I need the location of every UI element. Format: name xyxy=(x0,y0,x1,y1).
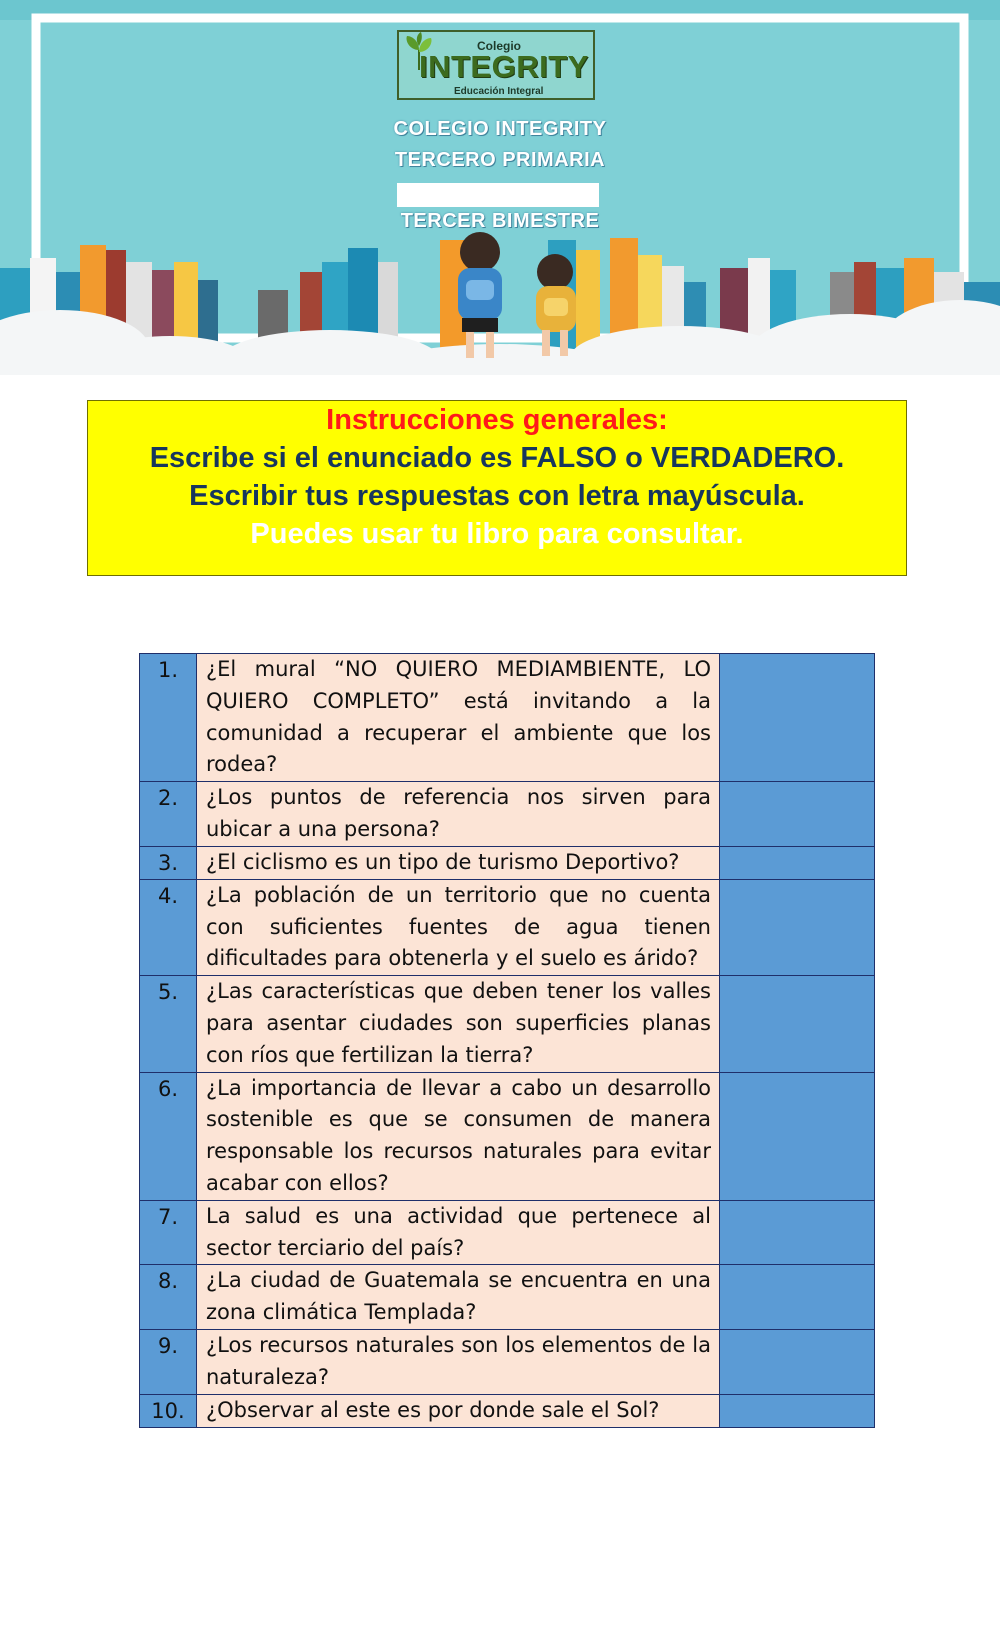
instructions-line-2: Escribir tus respuestas con letra mayúscula. xyxy=(189,480,805,512)
question-text: ¿El mural “NO QUIERO MEDIAMBIENTE, LO QUIERO COMPLETO” está invitando a la comunidad a recuperar el ambiente que los rodea? xyxy=(197,654,720,782)
question-text: ¿Los recursos naturales son los elementos de la naturaleza? xyxy=(197,1329,720,1394)
instructions-box xyxy=(87,400,907,576)
question-number: 8. xyxy=(140,1265,197,1330)
question-text: ¿Observar al este es por donde sale el Sol? xyxy=(197,1394,720,1427)
grade-label: TERCERO PRIMARIA xyxy=(394,149,606,171)
question-row xyxy=(140,879,875,975)
question-row xyxy=(140,976,875,1072)
school-name: COLEGIO INTEGRITY xyxy=(393,118,607,140)
question-row xyxy=(140,1394,875,1427)
question-row xyxy=(140,1072,875,1200)
question-number: 1. xyxy=(140,654,197,782)
question-number: 6. xyxy=(140,1072,197,1200)
question-text: ¿El ciclismo es un tipo de turismo Deportivo? xyxy=(197,846,720,879)
blank-name-bar xyxy=(397,183,599,207)
question-row xyxy=(140,1329,875,1394)
question-number: 3. xyxy=(140,846,197,879)
question-number: 2. xyxy=(140,782,197,847)
question-row xyxy=(140,1265,875,1330)
term-label: TERCER BIMESTRE xyxy=(400,210,600,232)
answer-cell[interactable] xyxy=(720,1394,875,1427)
question-text: ¿La importancia de llevar a cabo un desarrollo sostenible es que se consumen de manera responsable los recursos naturales para evitar acabar con ellos? xyxy=(197,1072,720,1200)
question-text: La salud es una actividad que pertenece al sector terciario del país? xyxy=(197,1200,720,1265)
answer-cell[interactable] xyxy=(720,846,875,879)
header-banner xyxy=(0,0,1000,375)
question-number: 7. xyxy=(140,1200,197,1265)
answer-cell[interactable] xyxy=(720,976,875,1072)
instructions-line-1: Escribe si el enunciado es FALSO o VERDADERO. xyxy=(149,442,845,474)
question-row xyxy=(140,782,875,847)
logo-small-label: Colegio xyxy=(477,39,521,53)
question-text: ¿Los puntos de referencia nos sirven para ubicar a una persona? xyxy=(197,782,720,847)
question-row xyxy=(140,846,875,879)
logo-name: INTEGRITY xyxy=(419,49,589,84)
question-number: 5. xyxy=(140,976,197,1072)
question-row xyxy=(140,654,875,782)
question-row xyxy=(140,1200,875,1265)
question-text: ¿La ciudad de Guatemala se encuentra en una zona climática Templada? xyxy=(197,1265,720,1330)
instructions-title: Instrucciones generales: xyxy=(326,404,668,436)
logo-subtitle: Educación Integral xyxy=(454,86,544,97)
question-text: ¿La población de un territorio que no cuenta con suficientes fuentes de agua tienen dificultades para obtenerla y el suelo es árido? xyxy=(197,879,720,975)
answer-cell[interactable] xyxy=(720,1072,875,1200)
questions-table xyxy=(139,653,875,1428)
answer-cell[interactable] xyxy=(720,1265,875,1330)
question-number: 10. xyxy=(140,1394,197,1427)
answer-cell[interactable] xyxy=(720,1329,875,1394)
question-text: ¿Las características que deben tener los valles para asentar ciudades son superficies planas con ríos que fertilizan la tierra? xyxy=(197,976,720,1072)
school-logo xyxy=(397,30,595,100)
question-number: 9. xyxy=(140,1329,197,1394)
instructions-line-3: Puedes usar tu libro para consultar. xyxy=(250,518,744,550)
answer-cell[interactable] xyxy=(720,654,875,782)
answer-cell[interactable] xyxy=(720,879,875,975)
answer-cell[interactable] xyxy=(720,782,875,847)
question-number: 4. xyxy=(140,879,197,975)
answer-cell[interactable] xyxy=(720,1200,875,1265)
